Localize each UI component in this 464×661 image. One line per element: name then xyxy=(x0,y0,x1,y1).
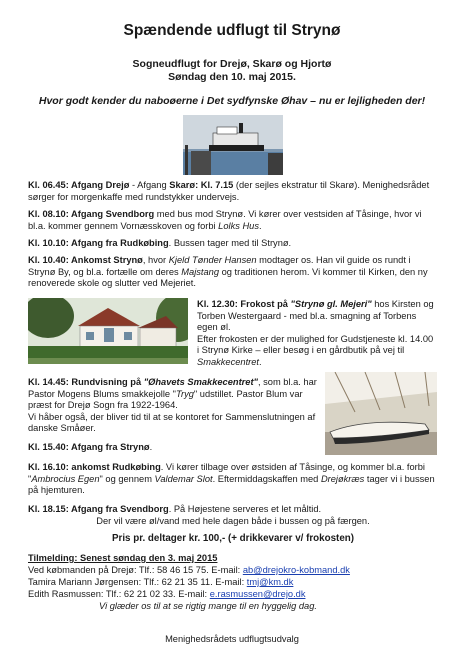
contact-edith: Edith Rasmussen: Tlf.: 62 21 02 33. E-mail: e.rasmussen@drejo.dk xyxy=(28,589,306,599)
page-title: Spændende udflugt til Strynø xyxy=(123,22,341,39)
item-time-1230: Kl. 12.30: Frokost på xyxy=(197,299,291,309)
price-line: Pris pr. deltager kr. 100,- (+ drikkevarer v/ frokosten) xyxy=(111,533,355,544)
item-time-1040: Kl. 10.40: Ankomst Strynø xyxy=(28,255,143,265)
schedule-item-1010: Kl. 10.10: Afgang fra Rudkøbing. Bussen tager med til Strynø. xyxy=(28,238,292,248)
footer-signature: Menighedsrådets udflugtsudvalg xyxy=(165,634,299,644)
item-time-0810: Kl. 08.10: Afgang Svendborg xyxy=(28,209,155,219)
item-time-1540: Kl. 15.40: Afgang fra Strynø xyxy=(28,442,150,452)
item-time-0645: Kl. 06.45: Afgang Drejø xyxy=(28,180,130,190)
email-link-kobmand[interactable]: ab@drejokro-kobmand.dk xyxy=(242,565,350,575)
schedule-item-1815: Kl. 18.15: Afgang fra Svendborg. På Højestene serveres et let måltid. xyxy=(28,504,322,514)
drinks-note: Der vil være øl/vand med hele dagen både i bussen og på færgen. xyxy=(96,516,370,526)
item-time-1445: Kl. 14.45: Rundvisning på xyxy=(28,377,144,387)
schedule-item-1445: Kl. 14.45: Rundvisning på "Øhavets Smakkecentret", som bl.a. har Pastor Mogens Blums smakkejolle "Tryg" udstillet. Pastor Blum var præst for Drejø Sogn fra 1922-1964. Vi håber også, der bliver tid til at se kontoret for Sammenslutningen af danske Småøer. xyxy=(28,377,317,434)
signup-heading: Tilmelding: Senest søndag den 3. maj 2015 xyxy=(28,553,218,563)
email-link-edith[interactable]: e.rasmussen@drejo.dk xyxy=(209,589,306,599)
contact-kobmand: Ved købmanden på Drejø: Tlf.: 58 46 15 75. E-mail: ab@drejokro-kobmand.dk xyxy=(28,565,350,575)
contact-tamira: Tamira Mariann Jørgensen: Tlf.: 62 21 35 11. E-mail: tmj@km.dk xyxy=(28,577,294,587)
schedule-item-1230: Kl. 12.30: Frokost på "Strynø gl. Mejeri" hos Kirsten og Torben Westergaard - med bl.a. smagning af Torbens egen øl. Efter frokosten er der mulighed for Gudstjeneste kl. 14.00 i Strynø Kirke – eller besøg i en gårdbutik på vej til Smakkecentret. xyxy=(197,299,434,367)
ferry-photo xyxy=(183,115,283,175)
email-link-tamira[interactable]: tmj@km.dk xyxy=(246,577,294,587)
tagline: Hvor godt kender du naboøerne i Det sydfynske Øhav – nu er lejligheden der! xyxy=(38,95,426,107)
schedule-item-1610: Kl. 16.10: ankomst Rudkøbing. Vi kører tilbage over østsiden af Tåsinge, og kommer bl.a. forbi "Ambrocius Egen" og gennem Valdemar Slot. Eftermiddagskaffen med Drejøkræs tager vi i bussen på hjemturen. xyxy=(28,462,435,496)
item-time-1610: Kl. 16.10: ankomst Rudkøbing xyxy=(28,462,161,472)
item-time-1815: Kl. 18.15: Afgang fra Svendborg xyxy=(28,504,169,514)
boat-museum-photo xyxy=(325,372,437,455)
schedule-item-1040: Kl. 10.40: Ankomst Strynø, hvor Kjeld Tønder Hansen modtager os. Han vil guide os rundt i Strynø By, og bl.a. fortælle om deres Majstang og traditionen herom. Vi kommer til Kirken, den ny renoverede skole og slutter ved Mejeriet. xyxy=(28,255,428,289)
schedule-item-0810: Kl. 08.10: Afgang Svendborg med bus mod Strynø. Vi kører over vestsiden af Tåsinge, hvor vi bl.a. kommer gennem Vornæsskoven og forbi Lolks Hus. xyxy=(28,209,422,231)
subtitle-date: Søndag den 10. maj 2015. xyxy=(168,71,296,83)
schedule-item-1540: Kl. 15.40: Afgang fra Strynø. xyxy=(28,442,153,452)
subtitle-parishes: Sogneudflugt for Drejø, Skarø og Hjortø xyxy=(132,58,332,70)
dairy-house-photo xyxy=(28,298,188,364)
item-time-1010: Kl. 10.10: Afgang fra Rudkøbing xyxy=(28,238,169,248)
schedule-item-0645: Kl. 06.45: Afgang Drejø - Afgang Skarø: Kl. 7.15 (der sejles ekstratur til Skarø). Menighedsrådet sørger for morgenkaffe med rundstykker undervejs. xyxy=(28,180,430,202)
closing-line: Vi glæder os til at se rigtig mange til en hyggelig dag. xyxy=(99,601,317,611)
